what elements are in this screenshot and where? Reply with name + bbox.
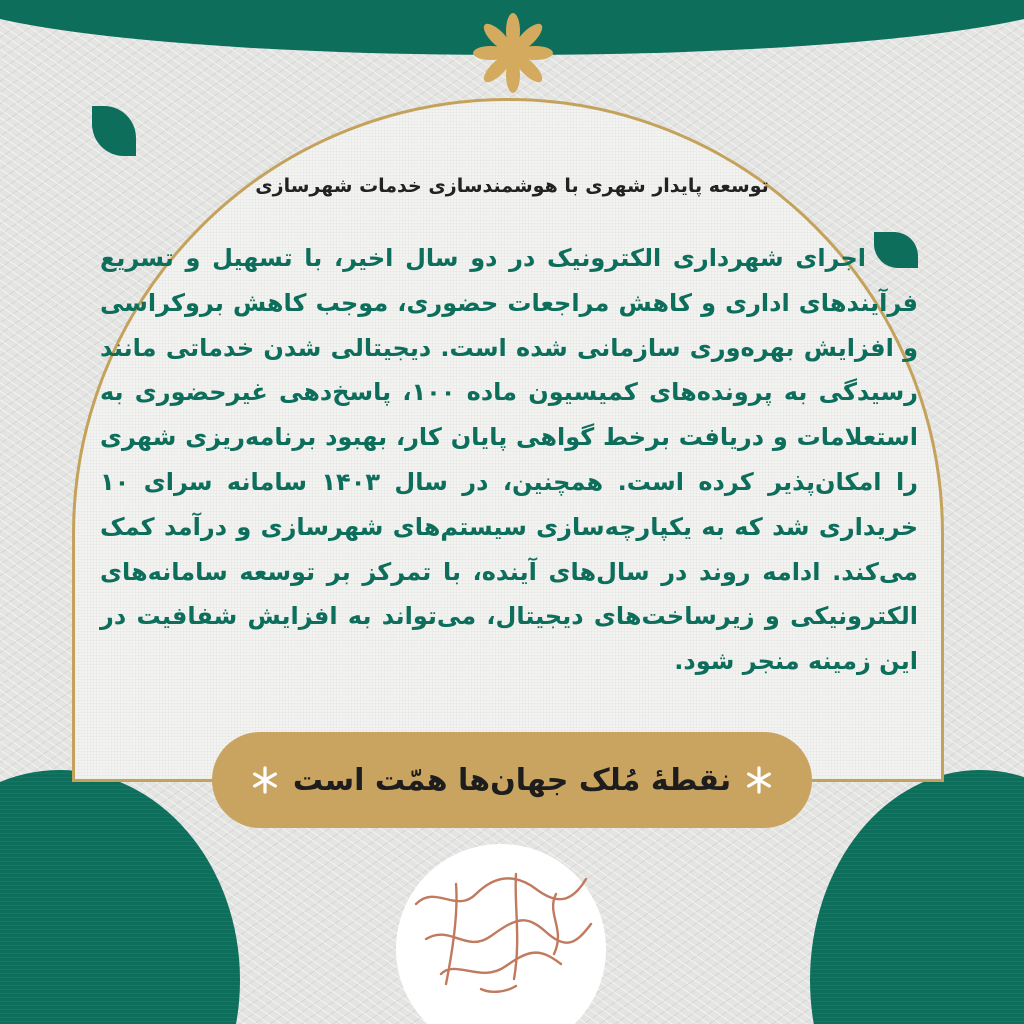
snowflake-star-icon — [745, 766, 773, 794]
bottom-left-decorative-shape — [0, 770, 240, 1024]
quote-text: نقطهٔ مُلک جهان‌ها همّت است — [292, 762, 732, 798]
bottom-right-decorative-shape — [810, 770, 1024, 1024]
post-body-text: اجرای شهرداری الکترونیک در دو سال اخیر، با تسهیل و تسریع فرآیندهای اداری و کاهش مراجعات حضوری، موجب کاهش بروکراسی و افزایش بهره‌وری سازمانی شده است. دیجیتالی شدن خدماتی مانند رسیدگی به پرونده‌های کمیسیون ماده ۱۰۰، پاسخ‌دهی غیرحضوری به استعلامات و دریافت برخط گواهی پایان کار، بهبود برنامه‌ریزی شهری را امکان‌پذیر کرده است. همچنین، در سال ۱۴۰۳ سامانه سرای ۱۰ خریداری شد که به یکپارچه‌سازی سیستم‌های شهرسازی و درآمد کمک می‌کند. ادامه روند در سال‌های آینده، با تمرکز بر توسعه سامانه‌های الکترونیکی و زیرساخت‌های دیجیتال، می‌تواند به افزایش شفافیت در این زمینه منجر شود. — [100, 244, 919, 676]
snowflake-star-icon — [251, 766, 279, 794]
handwritten-signature — [396, 844, 606, 1024]
flower-icon — [470, 10, 556, 96]
post-heading: توسعه پایدار شهری با هوشمندسازی خدمات شهرسازی — [255, 175, 769, 197]
quote-banner — [212, 732, 812, 828]
leaf-icon — [92, 106, 136, 156]
